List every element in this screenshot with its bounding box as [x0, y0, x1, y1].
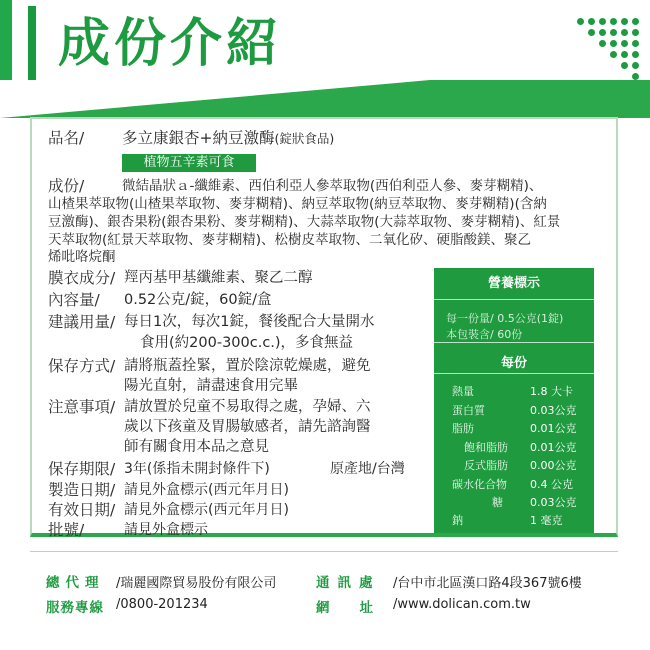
nutrition-title: 營養標示: [487, 276, 540, 291]
dot-pattern-dot: [588, 29, 595, 36]
nutrition-servings-per-pack: 本包裝含/ 60份: [446, 328, 523, 341]
nutrition-row-value: 1 毫克: [530, 514, 563, 527]
nutrition-row-value: 0.01公克: [530, 422, 577, 435]
dot-pattern-dot: [632, 73, 639, 80]
coating-value: 羥丙基甲基纖維素、聚乙二醇: [124, 270, 313, 286]
ingredients-line-1: 微結晶狀ａ-纖維素、西伯利亞人參萃取物(西伯利亞人參、麥芽糊精)、: [122, 178, 543, 194]
batch-value: 請見外盒標示: [124, 522, 208, 538]
nutrition-row-value: 0.01公克: [530, 441, 577, 454]
dot-pattern-dot: [610, 40, 617, 47]
storage-label: 保存方式/: [48, 357, 116, 375]
dot-pattern-dot: [632, 62, 639, 69]
footer-divider: [30, 551, 618, 552]
nutrition-row-value: 1.8 大卡: [530, 385, 573, 398]
hotline-label: 服務專線: [46, 600, 104, 616]
origin-value: 原產地/台灣: [330, 461, 405, 477]
dot-pattern-dot: [577, 18, 584, 25]
nutrition-divider: [434, 299, 594, 300]
exp-date-label: 有效日期/: [48, 501, 116, 519]
content-value: 0.52公克/錠，60錠/盒: [124, 292, 272, 308]
dot-pattern-dot: [599, 29, 606, 36]
header-accent-stripe: [0, 0, 12, 80]
dot-pattern-dot: [610, 18, 617, 25]
caution-line-1: 請放置於兒童不易取得之處，孕婦、六: [124, 399, 371, 415]
shelf-life-value: 3年(係指未開封條件下): [124, 461, 270, 477]
ingredients-label: 成份/: [48, 177, 85, 195]
nutrition-row-name: 鈉: [452, 514, 463, 527]
dot-pattern-dot: [621, 40, 628, 47]
content-label: 內容量/: [48, 291, 100, 309]
nutrition-divider: [434, 342, 594, 343]
nutrition-row-value: 0.00公克: [530, 459, 577, 472]
mfg-date-value: 請見外盒標示(西元年月日): [124, 482, 289, 498]
storage-line-2: 陽光直射，請盡速食用完畢: [124, 378, 298, 394]
dot-pattern-dot: [621, 62, 628, 69]
nutrition-row-name: 脂肪: [452, 422, 474, 435]
website-label: 網址: [316, 600, 403, 616]
batch-label: 批號/: [48, 521, 85, 539]
dot-pattern-dot: [588, 18, 595, 25]
dot-pattern-dot: [621, 51, 628, 58]
dot-pattern-dot: [632, 18, 639, 25]
caution-line-2: 歲以下孩童及胃腸敏感者，請先諮詢醫: [124, 419, 371, 435]
nutrition-row-name: 熱量: [452, 385, 474, 398]
nutrition-row-name: 反式脂肪: [464, 459, 508, 472]
nutrition-divider: [434, 373, 594, 374]
nutrition-per-serving-label: 每份: [500, 356, 527, 371]
dot-pattern-dot: [632, 29, 639, 36]
nutrition-row-value: 0.03公克: [530, 404, 577, 417]
dot-pattern-dot: [610, 29, 617, 36]
product-name-text: 多立康銀杏+納豆激酶: [122, 129, 275, 147]
nutrition-row-name: 糖: [492, 496, 503, 509]
agent-label: 總代理: [46, 575, 105, 591]
ingredients-line-5: 烯吡咯烷酮: [48, 249, 116, 265]
header-band-notch: [0, 80, 430, 118]
nutrition-row-name: 蛋白質: [452, 404, 485, 417]
nutrition-serving-size: 每一份量/ 0.5公克(1錠): [446, 312, 564, 325]
usage-line-2: 食用(約200-300c.c.)，多食無益: [140, 335, 354, 351]
exp-date-value: 請見外盒標示(西元年月日): [124, 502, 289, 518]
nutrition-row-name: 飽和脂肪: [464, 441, 508, 454]
dot-pattern-dot: [632, 40, 639, 47]
coating-label: 膜衣成分/: [48, 269, 116, 287]
agent-value: /瑞麗國際貿易股份有限公司: [116, 576, 277, 591]
product-name-suffix: (錠狀食品): [274, 131, 335, 146]
mfg-date-label: 製造日期/: [48, 481, 116, 499]
caution-line-3: 師有關食用本品之意見: [124, 439, 269, 455]
nutrition-row-name: 碳水化合物: [452, 478, 507, 491]
dot-pattern-dot: [599, 18, 606, 25]
address-value: /台中市北區漢口路4段367號6樓: [393, 576, 582, 591]
ingredients-line-4: 天萃取物(紅景天萃取物、麥芽糊精)、松樹皮萃取物、二氧化矽、硬脂酸鎂、聚乙: [48, 232, 532, 248]
product-name-value: [122, 128, 334, 149]
nutrition-row-value: 0.4 公克: [530, 478, 573, 491]
header-accent-bar: [28, 6, 36, 84]
dot-pattern-dot: [599, 40, 606, 47]
usage-label: 建議用量/: [48, 313, 116, 331]
dot-pattern-dot: [610, 51, 617, 58]
ingredients-line-2: 山楂果萃取物(山楂果萃取物、麥芽糊精)、納豆萃取物(納豆萃取物、麥芽糊精)(含納: [48, 196, 547, 212]
website-value[interactable]: /www.dolican.com.tw: [393, 597, 531, 612]
caution-label: 注意事項/: [48, 398, 116, 416]
ingredients-line-3: 豆激酶)、銀杏果粉(銀杏果粉、麥芽糊精)、大蒜萃取物(大蒜萃取物、麥芽糊精)、紅景: [48, 214, 561, 230]
vegetarian-badge: 植物五辛素可食: [122, 154, 256, 172]
shelf-life-label: 保存期限/: [48, 460, 116, 478]
product-name-label: 品名/: [48, 129, 85, 147]
address-label: 通訊處: [316, 575, 381, 591]
dot-pattern-dot: [621, 18, 628, 25]
dot-pattern-dot: [621, 29, 628, 36]
page-title: 成份介紹: [58, 14, 283, 74]
storage-line-1: 請將瓶蓋拴緊，置於陰涼乾燥處，避免: [124, 358, 371, 374]
nutrition-row-value: 0.03公克: [530, 496, 577, 509]
usage-line-1: 每日1次，每次1錠，餐後配合大量開水: [124, 314, 375, 330]
dot-pattern-dot: [632, 51, 639, 58]
hotline-value: /0800-201234: [116, 597, 208, 612]
